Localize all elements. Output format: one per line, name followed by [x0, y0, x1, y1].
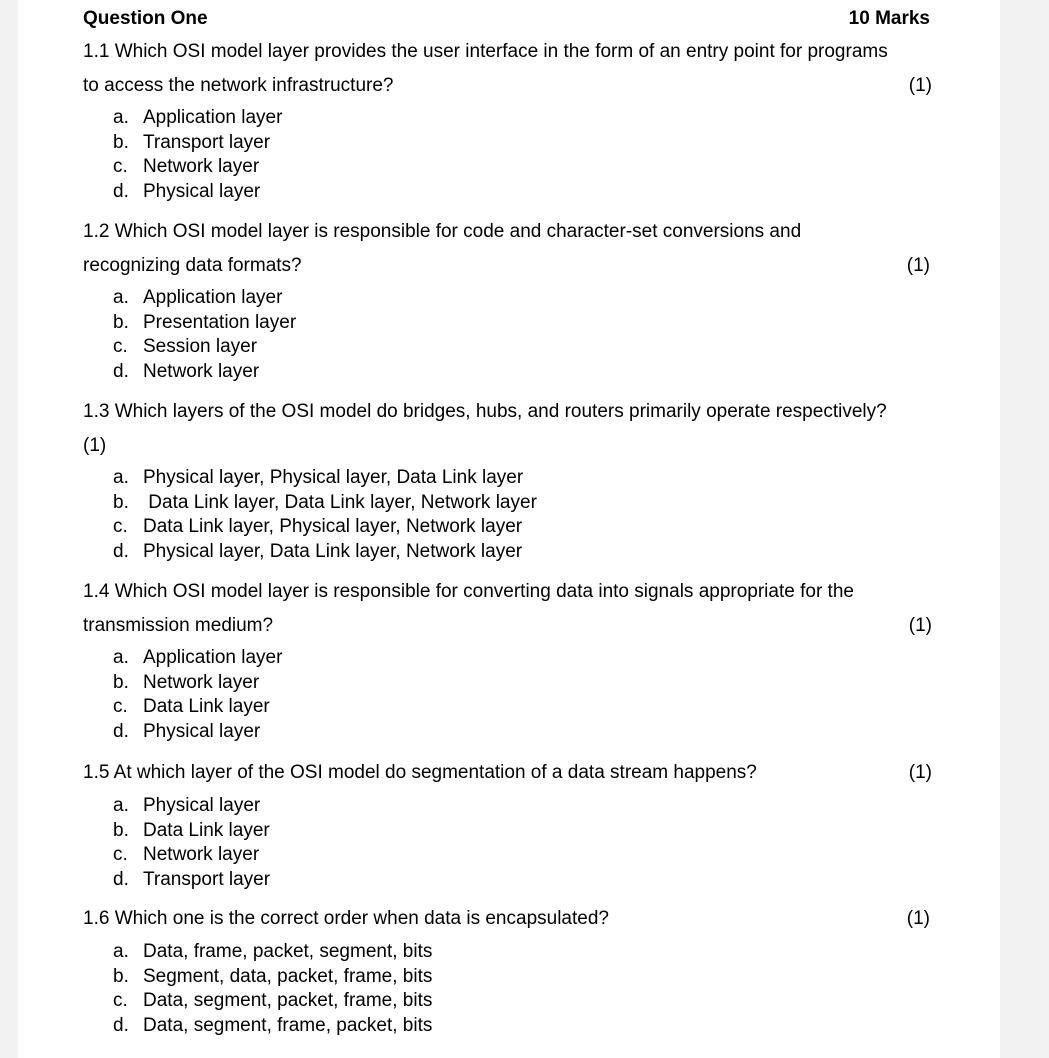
option-item: b. Transport layer — [113, 131, 271, 153]
option-item: c. Session layer — [113, 336, 258, 358]
option-item: a. Physical layer, Physical layer, Data Link layer — [113, 467, 524, 488]
question-header — [83, 8, 930, 30]
option-item: b. Presentation layer — [113, 311, 297, 333]
question-mark: (1) — [83, 435, 107, 456]
option-item: d. Data, segment, frame, packet, bits — [113, 1014, 433, 1036]
question-1-6 — [83, 902, 932, 1038]
option-item: c. Data Link layer — [113, 696, 270, 718]
question-text: 1.3 Which layers of the OSI model do bridges, hubs, and routers primarily operate respectively? — [83, 401, 887, 422]
question-text: 1.2 Which OSI model layer is responsible for code and character-set conversions and — [83, 221, 802, 242]
question-mark: (1) — [906, 255, 930, 276]
option-item: b. Data Link layer, Data Link layer, Network layer — [113, 491, 537, 513]
question-1-5 — [83, 756, 932, 892]
question-text: 1.4 Which OSI model layer is responsible for converting data into signals appropriate for the — [83, 581, 854, 602]
option-item: a. Data, frame, packet, segment, bits — [113, 941, 433, 962]
question-mark: (1) — [908, 762, 932, 783]
question-text: to access the network infrastructure? (1) — [83, 69, 932, 103]
option-item: a. Physical layer — [113, 795, 261, 816]
question-mark: (1) — [906, 908, 930, 929]
option-item: b. Segment, data, packet, frame, bits — [113, 965, 433, 987]
question-1-2 — [83, 215, 932, 384]
question-1-3 — [83, 395, 932, 564]
question-text: 1.6 Which one is the correct order when data is encapsulated? (1) — [83, 902, 932, 936]
question-text: recognizing data formats? (1) — [83, 249, 932, 283]
question-mark: (1) — [908, 615, 932, 636]
question-1-1 — [83, 35, 932, 204]
option-item: a. Application layer — [113, 107, 283, 128]
question-text — [83, 429, 932, 463]
question-mark: (1) — [908, 75, 932, 96]
option-item: a. Application layer — [113, 287, 283, 308]
option-item: b. Data Link layer — [113, 819, 270, 841]
document-page — [18, 0, 1000, 1058]
option-item: c. Data, segment, packet, frame, bits — [113, 990, 433, 1012]
question-text: transmission medium? (1) — [83, 609, 932, 643]
question-title: Question One — [83, 8, 208, 29]
option-item: d. Network layer — [113, 360, 260, 382]
option-item: c. Data Link layer, Physical layer, Network layer — [113, 516, 523, 538]
option-item: d. Physical layer — [113, 180, 261, 202]
option-item: d. Transport layer — [113, 868, 271, 890]
question-text: 1.5 At which layer of the OSI model do segmentation of a data stream happens? (1) — [83, 756, 932, 790]
total-marks: 10 Marks — [848, 8, 930, 29]
option-item: c. Network layer — [113, 844, 260, 866]
option-item: d. Physical layer — [113, 720, 261, 742]
option-item: b. Network layer — [113, 671, 260, 693]
question-1-4 — [83, 575, 932, 744]
option-item: d. Physical layer, Data Link layer, Network layer — [113, 540, 523, 562]
question-text: 1.1 Which OSI model layer provides the user interface in the form of an entry point for programs — [83, 41, 888, 62]
option-item: a. Application layer — [113, 647, 283, 668]
option-item: c. Network layer — [113, 156, 260, 178]
